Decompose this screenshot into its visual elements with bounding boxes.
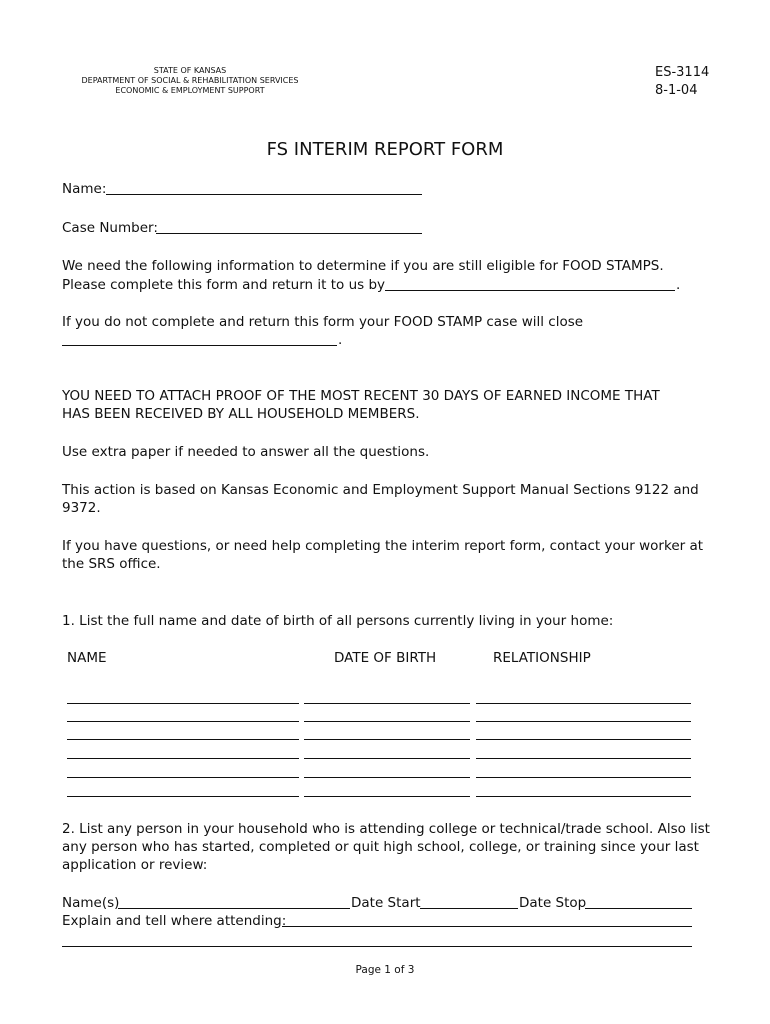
proof-notice-line1: YOU NEED TO ATTACH PROOF OF THE MOST RECENT 30 DAYS OF EARNED INCOME THAT bbox=[62, 388, 660, 404]
column-header-relationship: RELATIONSHIP bbox=[493, 650, 591, 666]
contact-worker-line2: the SRS office. bbox=[62, 556, 161, 572]
date-stop-label: Date Stop bbox=[519, 895, 587, 911]
household-dob-field[interactable] bbox=[304, 796, 470, 797]
return-by-period: . bbox=[676, 277, 681, 293]
household-name-field[interactable] bbox=[67, 721, 299, 722]
column-header-dob: DATE OF BIRTH bbox=[334, 650, 437, 666]
student-names-label: Name(s) bbox=[62, 895, 120, 911]
household-dob-field[interactable] bbox=[304, 739, 470, 740]
extra-paper-text: Use extra paper if needed to answer all the questions. bbox=[62, 444, 430, 460]
page-title: FS INTERIM REPORT FORM bbox=[266, 139, 504, 160]
question-1-text: 1. List the full name and date of birth of all persons currently living in your home: bbox=[62, 613, 614, 629]
return-by-date-field[interactable] bbox=[385, 290, 675, 291]
question-2-line3: application or review: bbox=[62, 857, 208, 873]
agency-block bbox=[60, 66, 320, 96]
household-relationship-field[interactable] bbox=[476, 796, 691, 797]
agency-state: STATE OF KANSAS bbox=[153, 66, 227, 75]
household-dob-field[interactable] bbox=[304, 777, 470, 778]
student-names-field[interactable] bbox=[118, 908, 350, 909]
name-field[interactable] bbox=[106, 194, 422, 195]
date-start-label: Date Start bbox=[351, 895, 421, 911]
household-dob-field[interactable] bbox=[304, 703, 470, 704]
explain-attending-field[interactable] bbox=[282, 926, 692, 927]
household-name-field[interactable] bbox=[67, 739, 299, 740]
household-dob-field[interactable] bbox=[304, 758, 470, 759]
return-by-text: Please complete this form and return it to us by bbox=[62, 277, 386, 293]
manual-sections-line2: 9372. bbox=[62, 500, 101, 516]
question-2-line2: any person who has started, completed or quit high school, college, or training since your last bbox=[62, 839, 699, 855]
household-name-field[interactable] bbox=[67, 758, 299, 759]
explain-attending-continuation-field[interactable] bbox=[62, 946, 692, 947]
household-relationship-field[interactable] bbox=[476, 758, 691, 759]
date-start-field[interactable] bbox=[420, 908, 518, 909]
proof-notice-line2: HAS BEEN RECEIVED BY ALL HOUSEHOLD MEMBERS. bbox=[62, 406, 420, 422]
case-close-period: . bbox=[338, 332, 343, 348]
explain-attending-label: Explain and tell where attending: bbox=[62, 913, 287, 929]
form-number: ES-3114 bbox=[655, 65, 710, 80]
date-stop-field[interactable] bbox=[585, 908, 692, 909]
eligibility-text: We need the following information to determine if you are still eligible for FOOD STAMPS. bbox=[62, 258, 664, 274]
household-name-field[interactable] bbox=[67, 703, 299, 704]
household-relationship-field[interactable] bbox=[476, 721, 691, 722]
household-dob-field[interactable] bbox=[304, 721, 470, 722]
household-relationship-field[interactable] bbox=[476, 703, 691, 704]
question-2-line1: 2. List any person in your household who is attending college or technical/trade school. Also list bbox=[62, 821, 710, 837]
household-name-field[interactable] bbox=[67, 796, 299, 797]
case-number-field[interactable] bbox=[156, 233, 422, 234]
case-number-label: Case Number: bbox=[62, 220, 158, 236]
manual-sections-line1: This action is based on Kansas Economic and Employment Support Manual Sections 9122 and bbox=[62, 482, 699, 498]
contact-worker-line1: If you have questions, or need help completing the interim report form, contact your worker at bbox=[62, 538, 704, 554]
case-close-date-field[interactable] bbox=[62, 345, 337, 346]
agency-department: DEPARTMENT OF SOCIAL & REHABILITATION SERVICES bbox=[81, 76, 299, 85]
form-date: 8-1-04 bbox=[655, 83, 698, 98]
case-close-text: If you do not complete and return this form your FOOD STAMP case will close bbox=[62, 314, 584, 330]
household-name-field[interactable] bbox=[67, 777, 299, 778]
household-relationship-field[interactable] bbox=[476, 777, 691, 778]
name-label: Name: bbox=[62, 181, 107, 197]
column-header-name: NAME bbox=[67, 650, 107, 666]
page-number: Page 1 of 3 bbox=[355, 964, 415, 976]
agency-division: ECONOMIC & EMPLOYMENT SUPPORT bbox=[115, 86, 265, 95]
form-id-block bbox=[655, 64, 709, 100]
household-relationship-field[interactable] bbox=[476, 739, 691, 740]
